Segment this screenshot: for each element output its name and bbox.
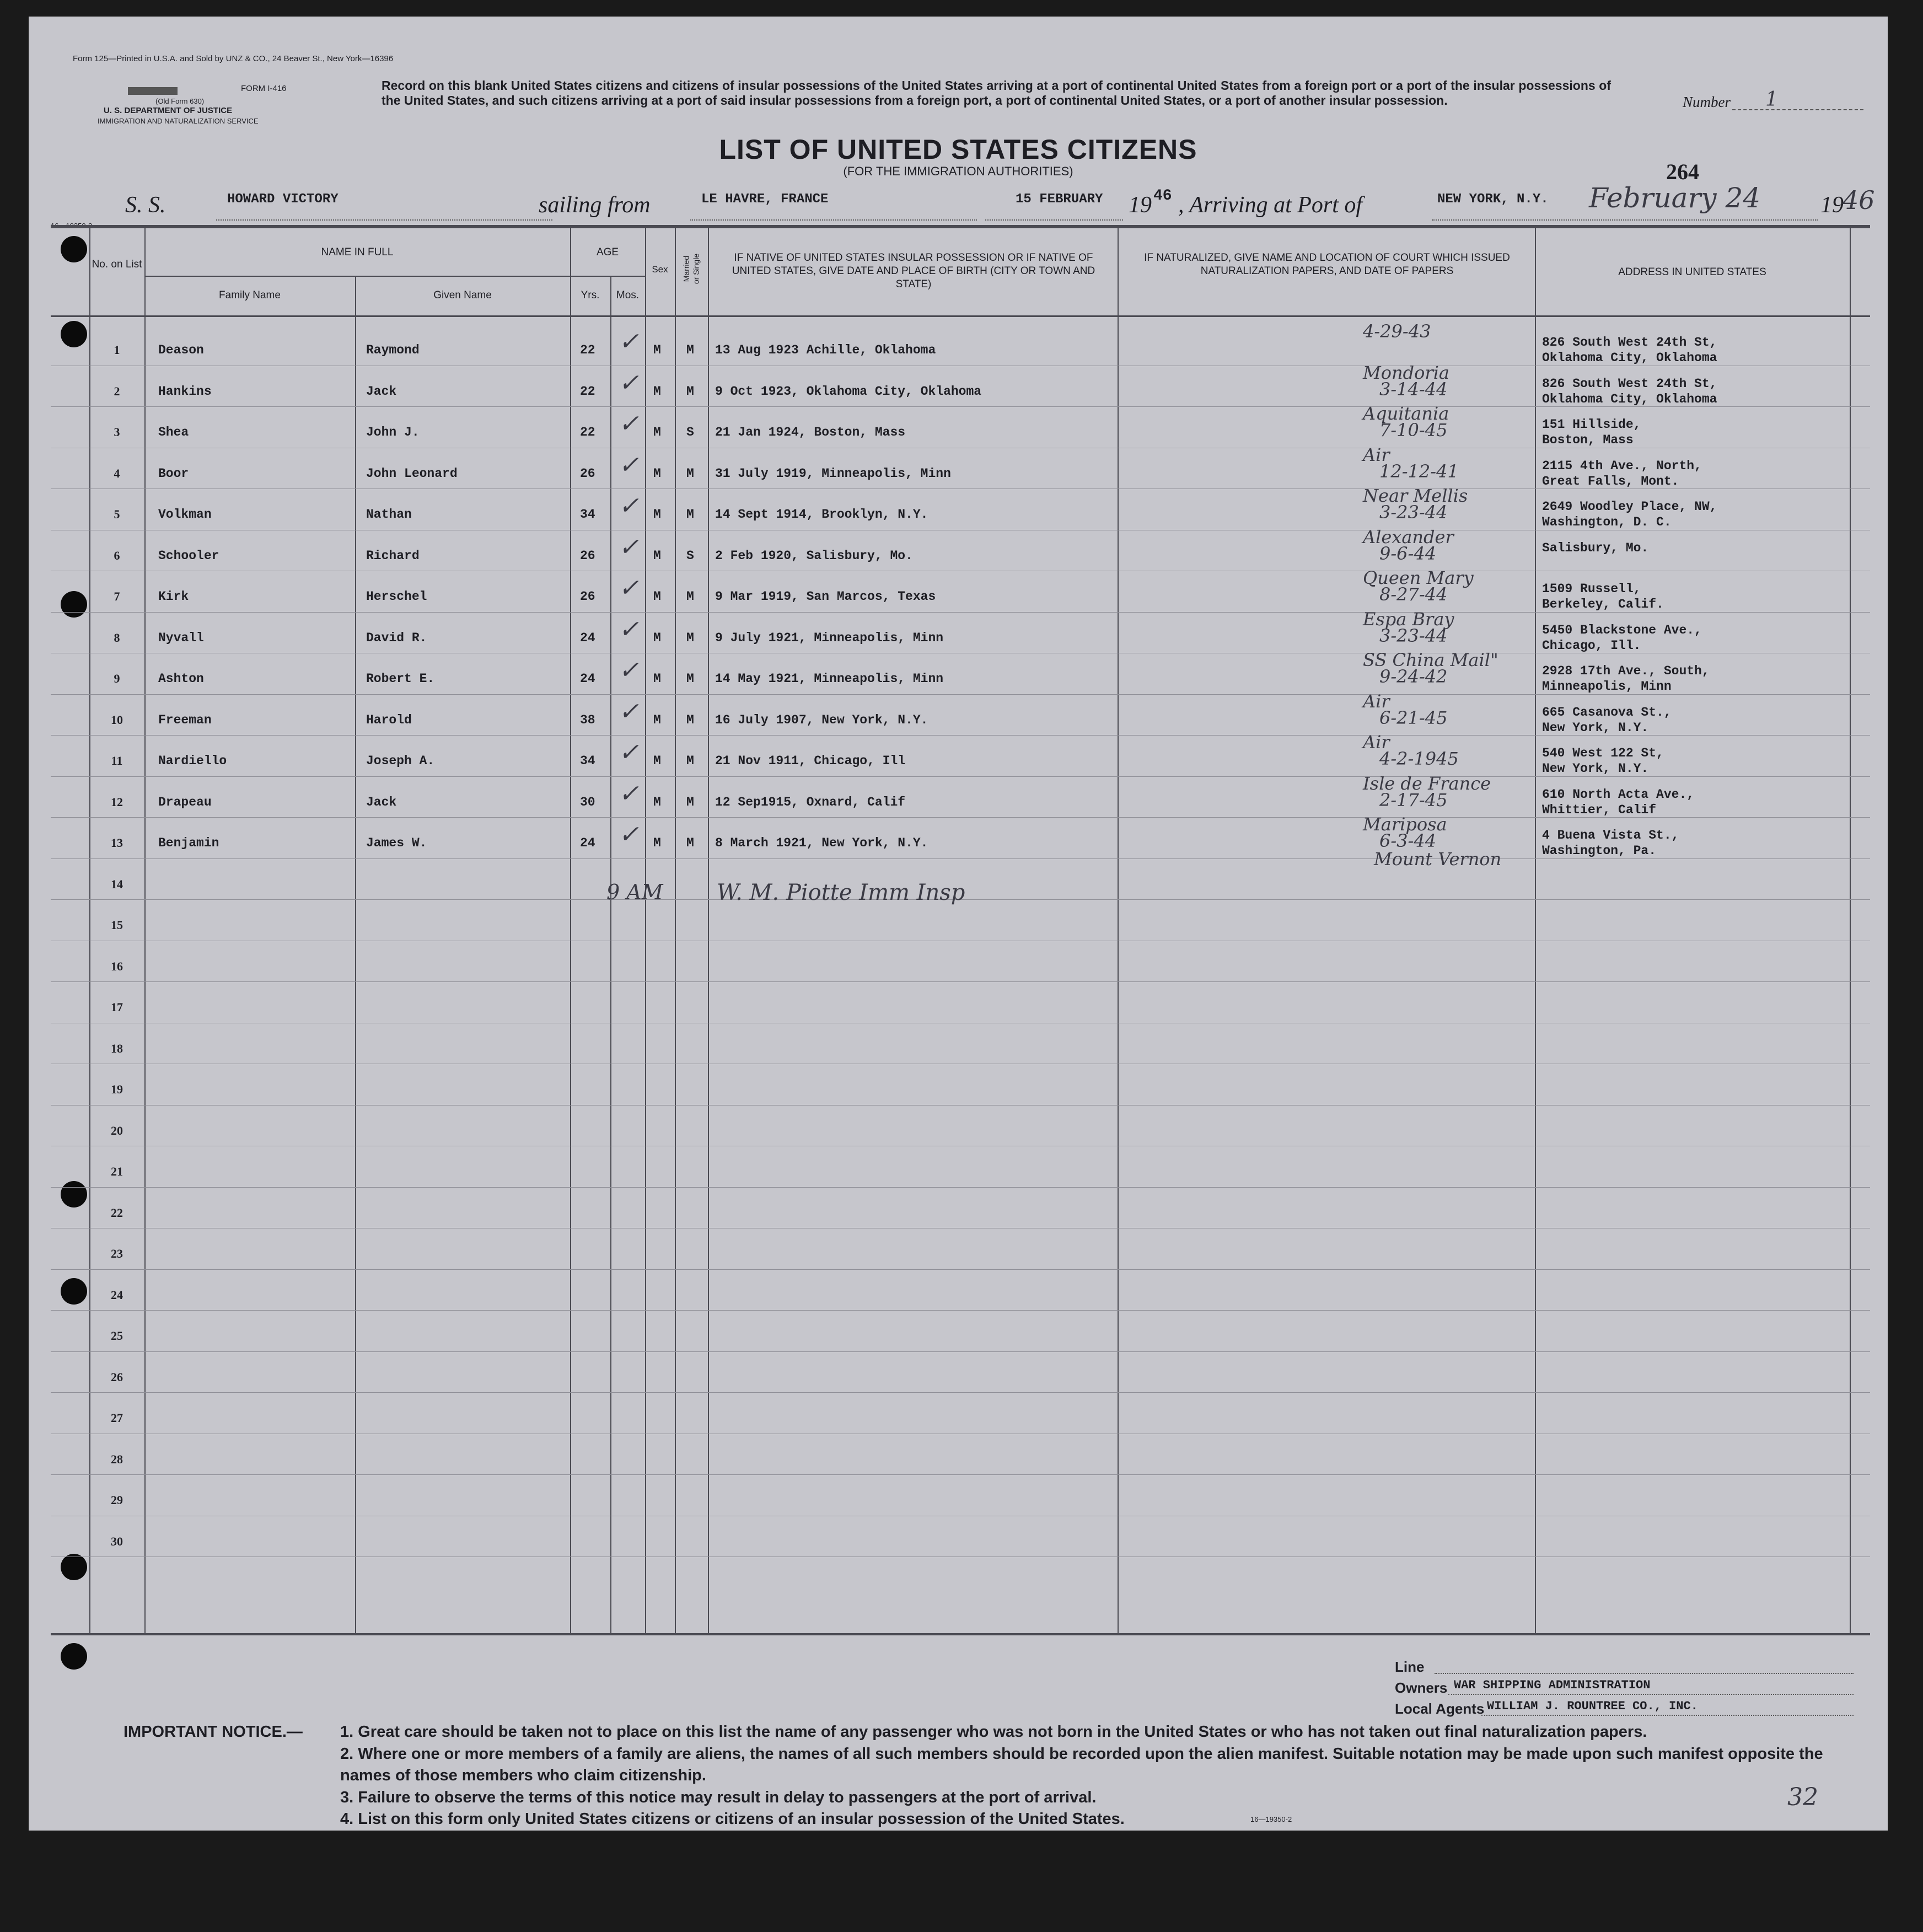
col-header-age: AGE — [596, 246, 619, 258]
family-name: Schooler — [158, 548, 219, 563]
age-years: 34 — [580, 754, 595, 768]
given-name: Harold — [366, 712, 412, 727]
naturalization-note-line1: Isle de France — [1363, 772, 1491, 794]
family-name: Shea — [158, 425, 189, 439]
given-name: John Leonard — [366, 466, 458, 481]
row-rule — [51, 612, 1870, 613]
address-line1: 826 South West 24th St, — [1542, 335, 1717, 350]
age-checkmark: ✓ — [619, 779, 639, 808]
row-number: 20 — [111, 1123, 123, 1137]
given-name: Jack — [366, 795, 397, 809]
col-header-address: ADDRESS IN UNITED STATES — [1618, 266, 1766, 278]
naturalization-note-line2: 4-2-1945 — [1379, 748, 1459, 769]
marital-status: M — [686, 754, 694, 768]
col-divider — [570, 227, 571, 1633]
list-title: LIST OF UNITED STATES CITIZENS — [719, 134, 1197, 165]
birth-info: 16 July 1907, New York, N.Y. — [715, 712, 928, 727]
sex-value: M — [653, 343, 661, 357]
sex-value: M — [653, 548, 661, 563]
given-name: Joseph A. — [366, 754, 435, 768]
age-checkmark: ✓ — [619, 697, 639, 726]
notice-title: IMPORTANT NOTICE.— — [123, 1723, 303, 1741]
age-years: 24 — [580, 836, 595, 850]
address-line1: 665 Casanova St., — [1542, 705, 1672, 720]
name-sub-divider — [144, 276, 570, 277]
row-number: 19 — [111, 1082, 123, 1096]
marital-status: S — [686, 548, 694, 563]
family-name: Kirk — [158, 589, 189, 604]
redaction-bar — [128, 87, 178, 95]
row-rule — [51, 1310, 1870, 1311]
naturalization-note-line1: Espa Bray — [1363, 608, 1454, 630]
row-rule — [51, 981, 1870, 982]
age-checkmark: ✓ — [619, 368, 639, 397]
row-number: 17 — [111, 1000, 123, 1014]
marital-status: M — [686, 589, 694, 604]
row-number: 10 — [111, 712, 123, 727]
sex-value: M — [653, 795, 661, 809]
col-divider — [1850, 227, 1851, 1633]
naturalization-note-line1: Air — [1363, 732, 1390, 753]
marital-status: M — [686, 466, 694, 481]
family-name: Hankins — [158, 384, 212, 399]
naturalization-note-line1: 4-29-43 — [1363, 321, 1431, 342]
inspector-signature: W. M. Piotte Imm Insp — [717, 880, 965, 905]
given-name: David R. — [366, 630, 427, 645]
naturalization-note-line1: Aquitania — [1363, 403, 1449, 424]
marital-status: S — [686, 425, 694, 439]
service-name: IMMIGRATION AND NATURALIZATION SERVICE — [98, 117, 259, 125]
address-line2: Great Falls, Mont. — [1542, 474, 1679, 489]
col-header-family: Family Name — [219, 289, 281, 301]
marital-status: M — [686, 384, 694, 399]
col-header-married: Married or Single — [681, 253, 700, 285]
owners-underline — [1448, 1694, 1854, 1695]
given-name: Jack — [366, 384, 397, 399]
row-number: 13 — [111, 836, 123, 850]
notice-3: 3. Failure to observe the terms of this notice may result in delay to passengers at the port of arrival. — [340, 1789, 1097, 1806]
birth-info: 9 July 1921, Minneapolis, Minn — [715, 630, 944, 645]
row-rule — [51, 1187, 1870, 1188]
naturalization-note-line1: Alexander — [1363, 526, 1454, 548]
agents-value: WILLIAM J. ROUNTREE CO., INC. — [1487, 1699, 1698, 1713]
naturalization-note-line2: 9-6-44 — [1379, 543, 1437, 564]
col-header-yrs: Yrs. — [581, 289, 600, 301]
arrival-year: 46 — [1843, 185, 1875, 215]
row-number: 8 — [114, 630, 120, 645]
sex-value: M — [653, 630, 661, 645]
given-name: Raymond — [366, 343, 420, 357]
number-label: Number — [1683, 94, 1731, 110]
notice-1: 1. Great care should be taken not to place on this list the name of any passenger who was not born in the United States or who has not taken out final naturalization papers. — [340, 1723, 1647, 1741]
family-name: Nyvall — [158, 630, 204, 645]
address-line2: Oklahoma City, Oklahoma — [1542, 351, 1717, 365]
age-years: 22 — [580, 343, 595, 357]
notice-4: 4. List on this form only United States citizens or citizens of an insular possession of the United States. — [340, 1810, 1125, 1828]
col-divider — [610, 276, 611, 1633]
naturalization-note-line1: Air — [1363, 690, 1390, 712]
naturalization-note-line1: Mariposa — [1363, 814, 1447, 835]
owners-value: WAR SHIPPING ADMINISTRATION — [1454, 1678, 1651, 1692]
row-rule — [51, 858, 1870, 859]
birth-info: 13 Aug 1923 Achille, Oklahoma — [715, 343, 936, 357]
page-stamp: 264 — [1666, 159, 1699, 184]
punch-hole — [61, 1181, 87, 1208]
row-number: 11 — [111, 754, 123, 768]
agents-label: Local Agents — [1395, 1700, 1485, 1717]
naturalization-note-line1: SS China Mail" — [1363, 650, 1498, 670]
address-line1: 1509 Russell, — [1542, 582, 1641, 596]
age-checkmark: ✓ — [619, 492, 639, 520]
age-years: 34 — [580, 507, 595, 522]
sex-value: M — [653, 672, 661, 686]
naturalization-note-last: Mount Vernon — [1374, 848, 1502, 870]
given-name: Robert E. — [366, 672, 435, 686]
row-number: 12 — [111, 795, 123, 809]
col-divider — [144, 227, 146, 1633]
line-underline — [1435, 1673, 1854, 1674]
notice-2: 2. Where one or more members of a family are aliens, the names of all such members should be recorded upon the alien manifest. Suitable notation may be made upon such manifest opposite the names of those members who claim citizenship. — [340, 1745, 1823, 1785]
marital-status: M — [686, 343, 694, 357]
col-divider — [675, 227, 676, 1633]
punch-hole — [61, 1643, 87, 1670]
department-name: U. S. DEPARTMENT OF JUSTICE — [104, 106, 233, 115]
family-name: Drapeau — [158, 795, 212, 809]
row-number: 26 — [111, 1370, 123, 1384]
row-number: 15 — [111, 918, 123, 932]
naturalization-note-line2: 6-21-45 — [1379, 707, 1448, 728]
form-number: FORM I-416 — [241, 84, 287, 93]
row-number: 25 — [111, 1329, 123, 1343]
address-line1: 4 Buena Vista St., — [1542, 828, 1679, 842]
row-number: 14 — [111, 877, 123, 891]
naturalization-note-line2: 12-12-41 — [1379, 460, 1459, 482]
sex-value: M — [653, 384, 661, 399]
age-checkmark: ✓ — [619, 738, 639, 766]
arriving-label: , Arriving at Port of — [1178, 192, 1363, 218]
naturalization-note-line2: 2-17-45 — [1379, 789, 1448, 811]
address-line1: 2649 Woodley Place, NW, — [1542, 500, 1717, 514]
number-value: 1 — [1765, 88, 1778, 111]
birth-info: 14 Sept 1914, Brooklyn, N.Y. — [715, 507, 928, 522]
line-label: Line — [1395, 1659, 1425, 1675]
row-rule — [51, 694, 1870, 695]
naturalization-note-line2: 9-24-42 — [1379, 666, 1448, 687]
age-checkmark: ✓ — [619, 410, 639, 438]
sex-value: M — [653, 425, 661, 439]
marital-status: M — [686, 672, 694, 686]
naturalization-note-line2: 3-23-44 — [1379, 502, 1448, 523]
age-years: 24 — [580, 672, 595, 686]
row-number: 9 — [114, 672, 120, 685]
number-underline — [1732, 109, 1863, 110]
address-line1: 826 South West 24th St, — [1542, 376, 1717, 391]
col-header-name: NAME IN FULL — [321, 246, 394, 258]
row-number: 4 — [114, 466, 120, 480]
age-years: 26 — [580, 548, 595, 563]
naturalization-note-line2: 8-27-44 — [1379, 584, 1448, 605]
age-checkmark: ✓ — [619, 574, 639, 602]
form-old: (Old Form 630) — [155, 97, 205, 105]
family-name: Boor — [158, 466, 189, 481]
birth-info: 31 July 1919, Minneapolis, Minn — [715, 466, 951, 481]
naturalization-note-line1: Near Mellis — [1363, 485, 1468, 506]
given-name: Nathan — [366, 507, 412, 522]
marital-status: M — [686, 507, 694, 522]
punch-hole — [61, 1278, 87, 1305]
address-line2: New York, N.Y. — [1542, 720, 1649, 735]
sex-value: M — [653, 754, 661, 768]
naturalization-note-line2: 6-3-44 — [1379, 830, 1437, 851]
address-line2: Oklahoma City, Oklahoma — [1542, 391, 1717, 406]
address-line2: Whittier, Calif — [1542, 802, 1657, 817]
birth-info: 2 Feb 1920, Salisbury, Mo. — [715, 548, 913, 563]
marital-status: M — [686, 712, 694, 727]
age-checkmark: ✓ — [619, 328, 639, 356]
row-rule — [51, 1269, 1870, 1270]
arrival-year-prefix: 19 — [1820, 192, 1844, 218]
birth-info: 14 May 1921, Minneapolis, Minn — [715, 672, 944, 686]
sailing-from-underline — [690, 219, 977, 221]
col-header-given: Given Name — [433, 289, 492, 301]
sailing-year-prefix: 19 — [1129, 192, 1152, 218]
naturalization-note-line2: 7-10-45 — [1379, 420, 1448, 441]
family-name: Volkman — [158, 507, 212, 522]
sex-value: M — [653, 466, 661, 481]
sailing-date-underline — [985, 219, 1123, 221]
punch-hole — [61, 236, 87, 262]
row-number: 7 — [114, 589, 120, 603]
sailing-year: 46 — [1153, 187, 1172, 205]
address-line2: Washington, D. C. — [1542, 515, 1672, 529]
age-checkmark: ✓ — [619, 533, 639, 561]
age-years: 22 — [580, 384, 595, 399]
given-name: Herschel — [366, 589, 427, 604]
row-number: 28 — [111, 1452, 123, 1466]
ss-label: S. S. — [125, 192, 166, 218]
age-years: 22 — [580, 425, 595, 439]
row-number: 18 — [111, 1041, 123, 1055]
birth-info: 8 March 1921, New York, N.Y. — [715, 836, 928, 850]
marital-status: M — [686, 836, 694, 850]
col-header-sex: Sex — [652, 264, 668, 275]
punch-hole — [61, 591, 87, 618]
row-number: 22 — [111, 1205, 123, 1220]
col-header-birth: IF NATIVE OF UNITED STATES INSULAR POSSESSION OR IF NATIVE OF UNITED STATES, GIVE DATE AND PLACE OF BIRTH (CITY OR TOWN AND STATE) — [732, 252, 1095, 290]
sex-value: M — [653, 507, 661, 522]
table-top-border-inner — [51, 227, 1870, 228]
row-number: 24 — [111, 1287, 123, 1302]
age-checkmark: ✓ — [619, 820, 639, 849]
row-rule — [51, 406, 1870, 407]
owners-label: Owners — [1395, 1679, 1448, 1696]
naturalization-note-line2: 3-23-44 — [1379, 625, 1448, 646]
ship-name: HOWARD VICTORY — [227, 192, 339, 207]
birth-info: 21 Jan 1924, Boston, Mass — [715, 425, 906, 439]
row-rule — [51, 735, 1870, 736]
family-name: Deason — [158, 343, 204, 357]
sailing-label: sailing from — [539, 192, 651, 218]
col-header-mos: Mos. — [616, 289, 640, 301]
address-line1: 2115 4th Ave., North, — [1542, 458, 1702, 473]
address-line2: New York, N.Y. — [1542, 761, 1649, 776]
form-print-line: Form 125—Printed in U.S.A. and Sold by UNZ & CO., 24 Beaver St., New York—16396 — [73, 54, 394, 63]
col-header-naturalized: IF NATURALIZED, GIVE NAME AND LOCATION OF COURT WHICH ISSUED NATURALIZATION PAPERS, AND DATE OF PAPERS — [1144, 252, 1510, 277]
age-checkmark: ✓ — [619, 656, 639, 684]
birth-info: 21 Nov 1911, Chicago, Ill — [715, 754, 906, 768]
family-name: Benjamin — [158, 836, 219, 850]
row-rule — [51, 817, 1870, 818]
naturalization-note-line1: Air — [1363, 444, 1390, 465]
naturalization-note-line2: 3-14-44 — [1379, 378, 1448, 400]
header-bottom-border — [51, 315, 1870, 317]
row-number: 29 — [111, 1493, 123, 1507]
family-name: Freeman — [158, 712, 212, 727]
address-line1: 2928 17th Ave., South, — [1542, 664, 1710, 678]
row-number: 6 — [114, 548, 120, 562]
given-name: James W. — [366, 836, 427, 850]
age-years: 38 — [580, 712, 595, 727]
row-rule — [51, 776, 1870, 777]
row-rule — [51, 1474, 1870, 1475]
birth-info: 12 Sep1915, Oxnard, Calif — [715, 795, 906, 809]
corner-mark: 32 — [1787, 1783, 1818, 1811]
arrival-underline — [1432, 219, 1818, 221]
address-line1: 610 North Acta Ave., — [1542, 787, 1695, 802]
col-divider — [645, 227, 646, 1633]
manifest-sheet — [29, 17, 1888, 1831]
punch-hole — [61, 321, 87, 347]
row-number: 1 — [114, 343, 120, 357]
sex-value: M — [653, 836, 661, 850]
given-name: John J. — [366, 425, 420, 439]
sex-value: M — [653, 589, 661, 604]
arrival-port: NEW YORK, N.Y. — [1437, 192, 1549, 207]
address-line1: 540 West 122 St, — [1542, 746, 1664, 760]
col-divider — [355, 276, 356, 1633]
address-line2: Boston, Mass — [1542, 433, 1634, 447]
marital-status: M — [686, 795, 694, 809]
address-line2: Washington, Pa. — [1542, 844, 1657, 858]
age-sub-divider — [570, 276, 645, 277]
address-line2: Chicago, Ill. — [1542, 638, 1641, 653]
address-line1: 151 Hillside, — [1542, 417, 1641, 432]
col-divider — [708, 227, 709, 1633]
row-number: 2 — [114, 384, 120, 398]
punch-hole — [61, 1554, 87, 1580]
row-number: 21 — [111, 1164, 123, 1178]
address-line2: Berkeley, Calif. — [1542, 597, 1664, 611]
ship-underline — [216, 219, 552, 221]
col-divider — [1535, 227, 1536, 1633]
row-number: 23 — [111, 1247, 123, 1260]
birth-info: 9 Mar 1919, San Marcos, Texas — [715, 589, 936, 604]
row-number: 16 — [111, 959, 123, 973]
birth-info: 9 Oct 1923, Oklahoma City, Oklahoma — [715, 384, 982, 399]
sex-value: M — [653, 712, 661, 727]
bottom-code: 16—19350-2 — [1250, 1815, 1292, 1823]
arrival-date: February 24 — [1589, 182, 1761, 214]
row-number: 27 — [111, 1411, 123, 1425]
row-rule — [51, 1351, 1870, 1352]
family-name: Ashton — [158, 672, 204, 686]
marital-status: M — [686, 630, 694, 645]
age-years: 30 — [580, 795, 595, 809]
family-name: Nardiello — [158, 754, 227, 768]
address-line1: Salisbury, Mo. — [1542, 540, 1649, 555]
sailing-date: 15 FEBRUARY — [1016, 192, 1103, 207]
age-years: 26 — [580, 466, 595, 481]
col-header-no: No. on List — [92, 259, 142, 270]
address-line1: 5450 Blackstone Ave., — [1542, 622, 1702, 637]
agents-underline — [1481, 1715, 1854, 1716]
age-checkmark: ✓ — [619, 450, 639, 479]
table-bottom-border — [51, 1633, 1870, 1635]
given-name: Richard — [366, 548, 420, 563]
address-line2: Minneapolis, Minn — [1542, 679, 1672, 694]
sailing-from: LE HAVRE, FRANCE — [701, 192, 829, 207]
list-subtitle: (FOR THE IMMIGRATION AUTHORITIES) — [843, 164, 1073, 178]
age-years: 26 — [580, 589, 595, 604]
naturalization-note-line1: Mondoria — [1363, 362, 1449, 383]
signature-time: 9 AM — [606, 880, 663, 904]
row-number: 30 — [111, 1534, 123, 1548]
row-number: 3 — [114, 425, 120, 439]
instructions-text: Record on this blank United States citizens and citizens of insular possessions of the United States arriving at a port of continental United States from a foreign port or a port of the insular possessions of the United States, and such citizens arriving at a port of said insular possessions from a foreign port, a port of continental United States, or a port of another insular possession. — [382, 78, 1611, 108]
age-years: 24 — [580, 630, 595, 645]
col-divider — [1118, 227, 1119, 1633]
row-number: 5 — [114, 507, 120, 521]
naturalization-note-line1: Queen Mary — [1363, 567, 1474, 588]
age-checkmark: ✓ — [619, 615, 639, 643]
row-rule — [51, 1392, 1870, 1393]
